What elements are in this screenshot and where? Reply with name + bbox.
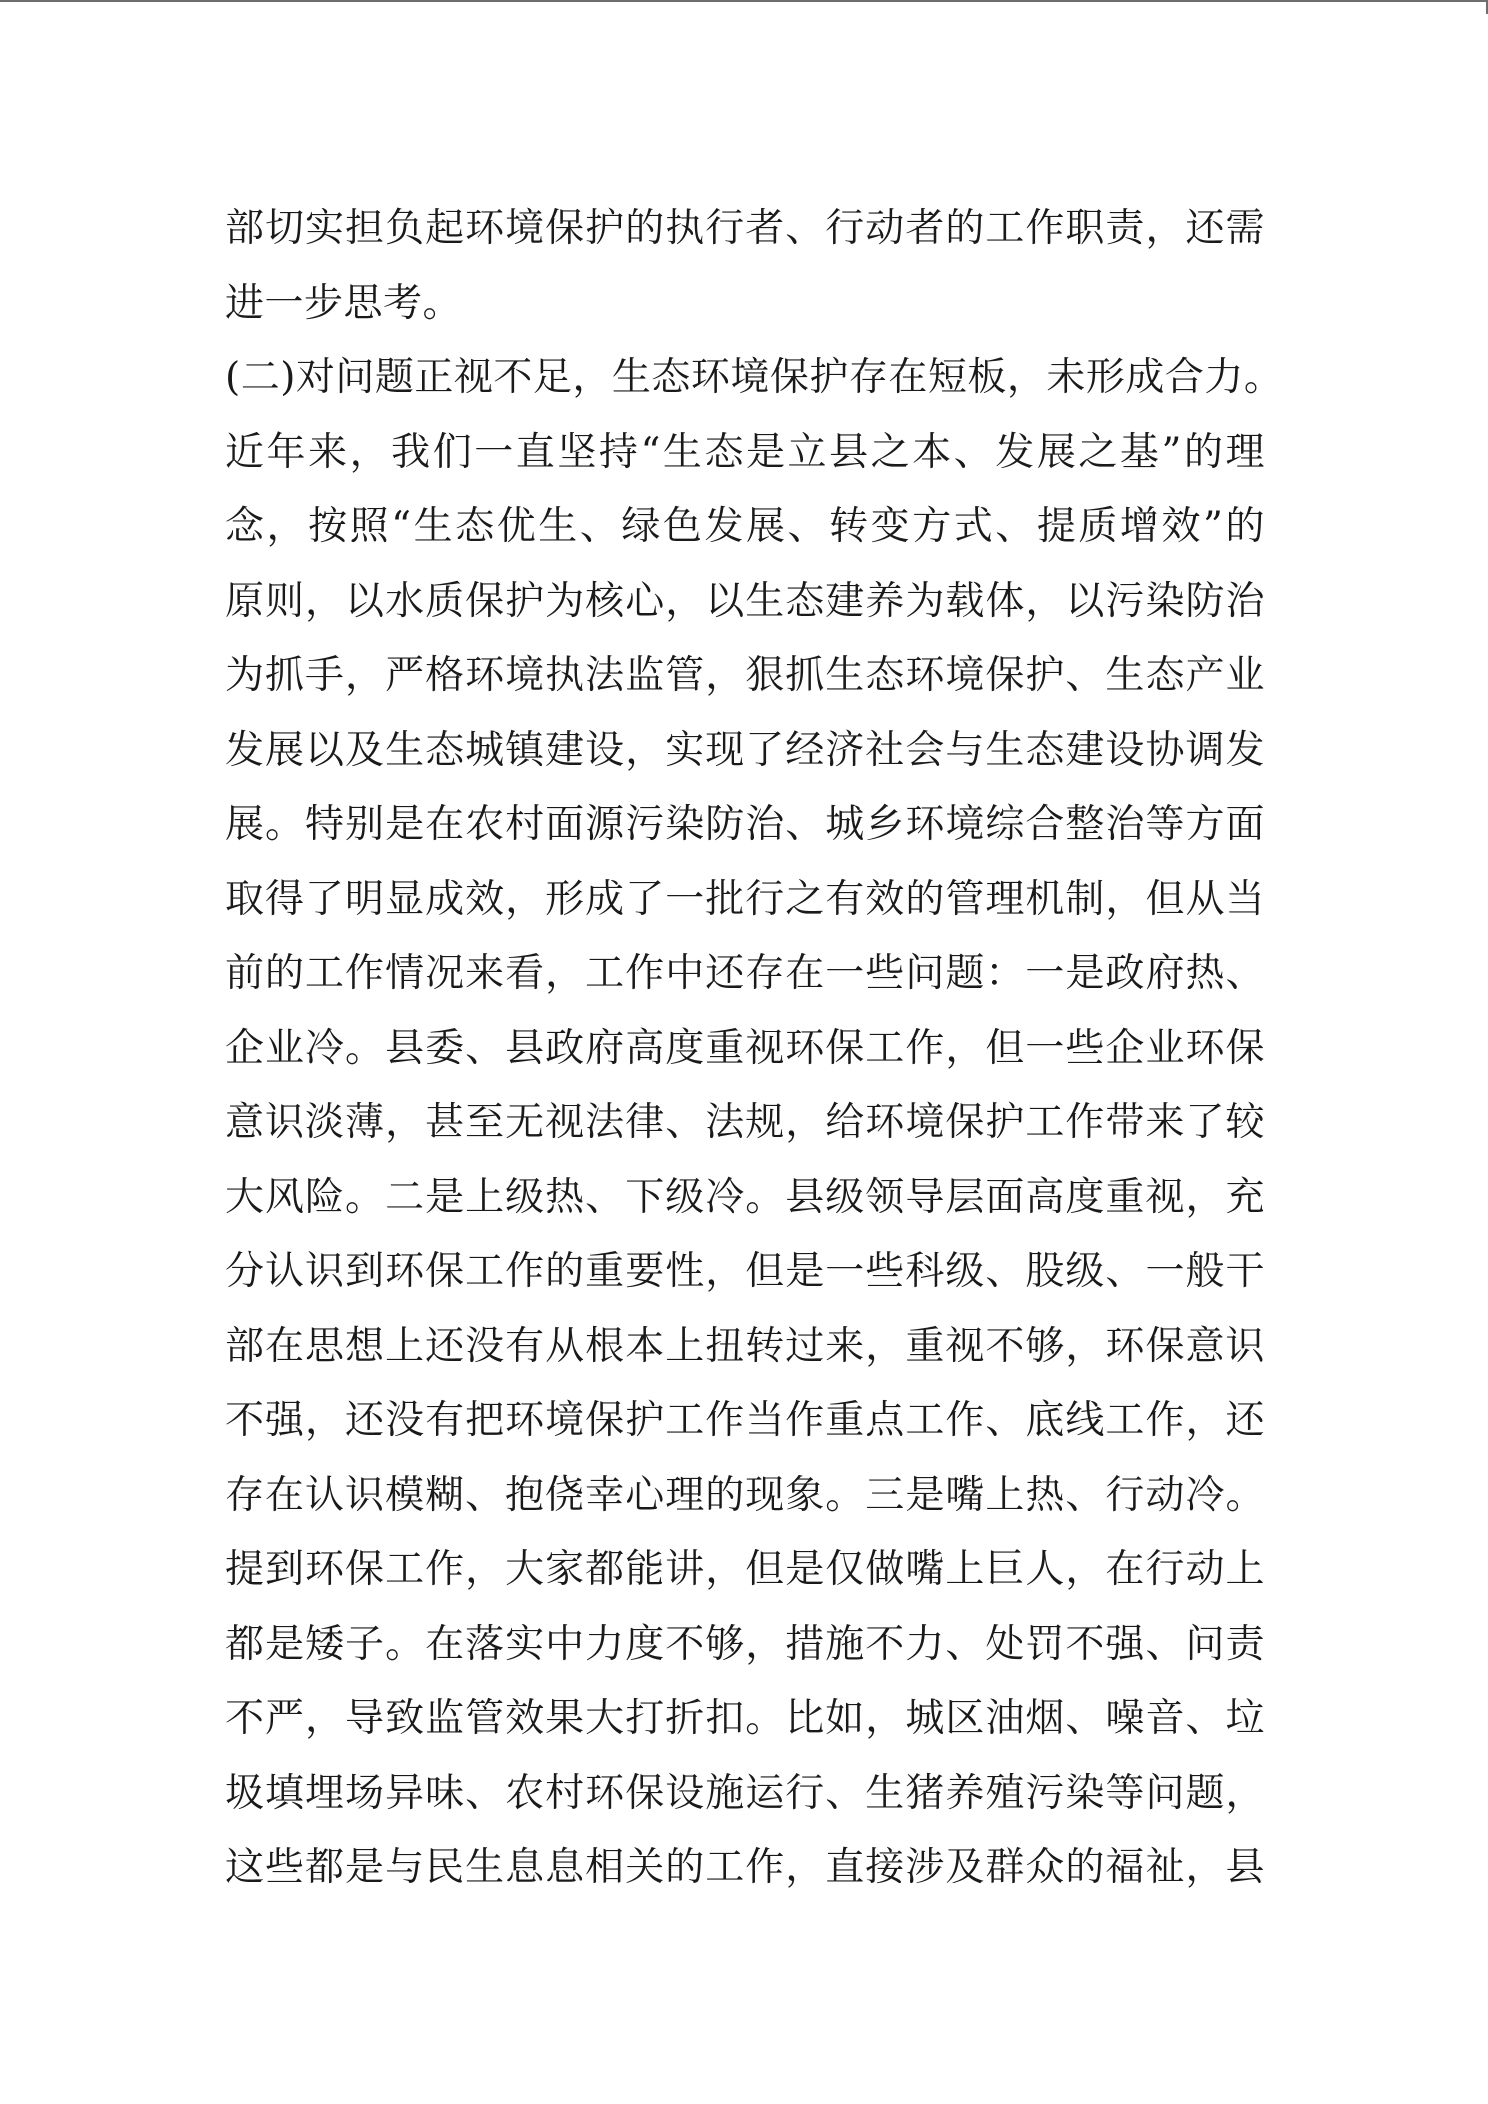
- text-line: 圾填埋场异味、农村环保设施运行、生猪养殖污染等问题，: [225, 1770, 1265, 1816]
- text-line: 展。特别是在农村面源污染防治、城乡环境综合整治等方面: [225, 802, 1265, 847]
- text-line: 不强，还没有把环境保护工作当作重点工作、底线工作，还: [225, 1398, 1265, 1443]
- section-heading: (二)对问题正视不足，生态环境保护存在短板，未形成合力。: [225, 355, 1284, 400]
- text-line: 这些都是与民生息息相关的工作，直接涉及群众的福祉，县: [225, 1845, 1265, 1890]
- text-line: 分认识到环保工作的重要性，但是一些科级、股级、一般干: [225, 1249, 1265, 1294]
- text-line: 近年来，我们一直坚持“生态是立县之本、发展之基”的理: [225, 429, 1265, 475]
- text-line: 提到环保工作，大家都能讲，但是仅做嘴上巨人，在行动上: [225, 1547, 1265, 1592]
- text-line: 都是矮子。在落实中力度不够，措施不力、处罚不强、问责: [225, 1621, 1265, 1667]
- text-line: 不严，导致监管效果大打折扣。比如，城区油烟、噪音、垃: [225, 1696, 1265, 1741]
- text-line: 取得了明显成效，形成了一批行之有效的管理机制，但从当: [225, 876, 1265, 922]
- body-text: [225, 192, 1284, 1906]
- text-line: 前的工作情况来看，工作中还存在一些问题：一是政府热、: [225, 951, 1265, 996]
- text-line: 大风险。二是上级热、下级冷。县级领导层面高度重视，充: [225, 1174, 1265, 1220]
- text-line: 存在认识模糊、抱侥幸心理的现象。三是嘴上热、行动冷。: [225, 1472, 1265, 1518]
- text-line: 为抓手，严格环境执法监管，狠抓生态环境保护、生态产业: [225, 653, 1265, 698]
- text-line: 意识淡薄，甚至无视法律、法规，给环境保护工作带来了较: [225, 1100, 1265, 1145]
- text-line: 部在思想上还没有从根本上扭转过来，重视不够，环保意识: [225, 1323, 1265, 1369]
- text-line: 原则，以水质保护为核心，以生态建养为载体，以污染防治: [225, 578, 1265, 624]
- text-line: 进一步思考。: [225, 280, 463, 326]
- text-line: 念，按照“生态优生、绿色发展、转变方式、提质增效”的: [225, 504, 1265, 549]
- text-line: 企业冷。县委、县政府高度重视环保工作，但一些企业环保: [225, 1025, 1265, 1071]
- text-line: 部切实担负起环境保护的执行者、行动者的工作职责，还需: [225, 206, 1265, 251]
- text-line: 发展以及生态城镇建设，实现了经济社会与生态建设协调发: [225, 727, 1265, 773]
